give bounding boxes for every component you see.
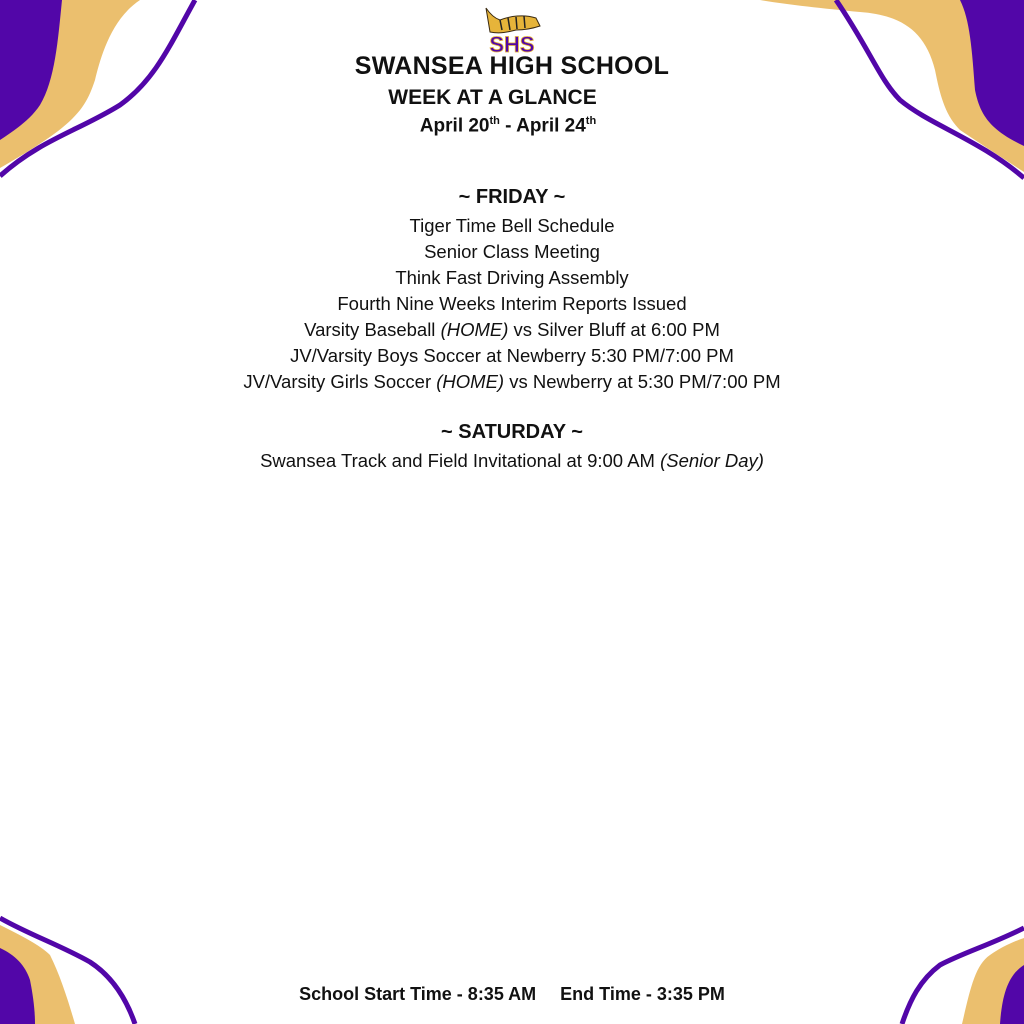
svg-text:SHS: SHS <box>489 32 535 56</box>
school-title: SWANSEA HIGH SCHOOL <box>354 52 670 80</box>
date-end: April 24 <box>516 115 586 137</box>
event-text: Think Fast Driving Assembly <box>395 267 629 288</box>
event-item <box>0 239 1024 265</box>
day-heading: ~ SATURDAY ~ <box>441 421 583 443</box>
event-note: (HOME) <box>436 371 505 392</box>
bottom-right-wave <box>902 928 1024 1024</box>
event-note: (Senior Day) <box>660 450 764 471</box>
bottom-left-wave <box>0 918 135 1024</box>
event-text: Tiger Time Bell Schedule <box>409 215 615 236</box>
event-item <box>0 291 1024 317</box>
event-text: Swansea Track and Field Invitational at 9:00 AM <box>260 450 661 471</box>
event-text: JV/Varsity Boys Soccer at Newberry 5:30 PM/7:00 PM <box>290 345 734 366</box>
event-text: vs Newberry at 5:30 PM/7:00 PM <box>504 371 781 392</box>
event-item <box>0 343 1024 369</box>
date-range <box>0 115 1020 137</box>
friday-section <box>0 186 1024 395</box>
date-end-suffix: th <box>585 115 597 127</box>
saturday-section <box>0 421 1024 474</box>
page-subtitle <box>0 86 1021 110</box>
date-separator: - <box>499 115 517 137</box>
date-start: April 20 <box>419 115 490 137</box>
subtitle-text: WEEK AT A GLANCE <box>388 86 597 109</box>
event-item <box>0 317 1024 343</box>
event-item <box>0 265 1024 291</box>
event-text: vs Silver Bluff at 6:00 PM <box>508 319 720 340</box>
date-start-suffix: th <box>489 115 500 127</box>
event-text: Senior Class Meeting <box>424 241 600 262</box>
tiger-icon <box>480 4 544 56</box>
event-item <box>0 448 1024 474</box>
event-text: JV/Varsity Girls Soccer <box>243 371 437 392</box>
event-item <box>0 369 1024 395</box>
end-time: End Time - 3:35 PM <box>560 984 725 1004</box>
event-text: Fourth Nine Weeks Interim Reports Issued <box>337 293 687 314</box>
day-heading: ~ FRIDAY ~ <box>458 186 566 208</box>
school-hours <box>0 984 1024 1005</box>
event-text: Varsity Baseball <box>304 319 441 340</box>
start-time: School Start Time - 8:35 AM <box>299 984 537 1004</box>
event-note: (HOME) <box>440 319 509 340</box>
school-logo <box>480 4 544 56</box>
event-item <box>0 213 1024 239</box>
